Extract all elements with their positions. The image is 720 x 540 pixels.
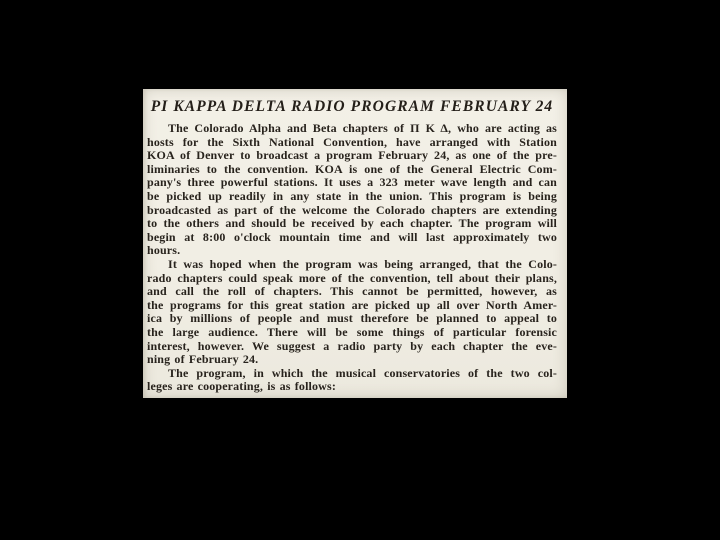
text-line: KOA of Denver to broadcast a program February 24, as one of the pre- bbox=[147, 148, 557, 163]
text-line: leges are cooperating, is as follows: bbox=[147, 379, 336, 394]
text-line: begin at 8:00 o'clock mountain time and will last approximately two bbox=[147, 229, 557, 244]
text-line: interest, however. We suggest a radio party by each chapter the eve- bbox=[147, 338, 557, 353]
text-line: The program, in which the musical conservatories of the two col- bbox=[168, 365, 557, 380]
text-line: broadcasted as part of the welcome the Colorado chapters are extending bbox=[147, 202, 557, 217]
text-line: The Colorado Alpha and Beta chapters of Π Κ Δ, who are acting as bbox=[168, 121, 557, 135]
document-title: PI KAPPA DELTA RADIO PROGRAM FEBRUARY 24 bbox=[150, 98, 554, 115]
paragraph bbox=[147, 258, 557, 367]
text-line: It was hoped when the program was being arranged, that the Colo- bbox=[168, 256, 557, 271]
document-page bbox=[143, 89, 567, 398]
text-line: ica by millions of people and must therefore be planned to appeal to bbox=[147, 311, 557, 326]
text-line: the large audience. There will be some things of particular forensic bbox=[147, 324, 557, 339]
text-line: pany's three powerful stations. It uses a 323 meter wave length and can bbox=[147, 175, 557, 190]
text-line: liminaries to the convention. KOA is one of the General Electric Com- bbox=[147, 161, 557, 176]
text-line: be picked up readily in any state in the union. This program is being bbox=[147, 188, 557, 203]
paragraph bbox=[147, 122, 557, 258]
text-line: hosts for the Sixth National Convention, have arranged with Station bbox=[147, 134, 557, 149]
text-line: ning of February 24. bbox=[147, 352, 259, 367]
text-line: and call the roll of chapters. This cannot be permitted, however, as bbox=[147, 284, 557, 299]
paragraph bbox=[147, 367, 557, 394]
document-body bbox=[147, 122, 557, 394]
text-line: the programs for this great station are picked up all over North Amer- bbox=[147, 297, 557, 312]
text-line: rado chapters could speak more of the convention, tell about their plans, bbox=[147, 270, 557, 285]
text-line: to the others and should be received by each chapter. The program will bbox=[147, 216, 557, 231]
text-line: hours. bbox=[147, 243, 181, 258]
